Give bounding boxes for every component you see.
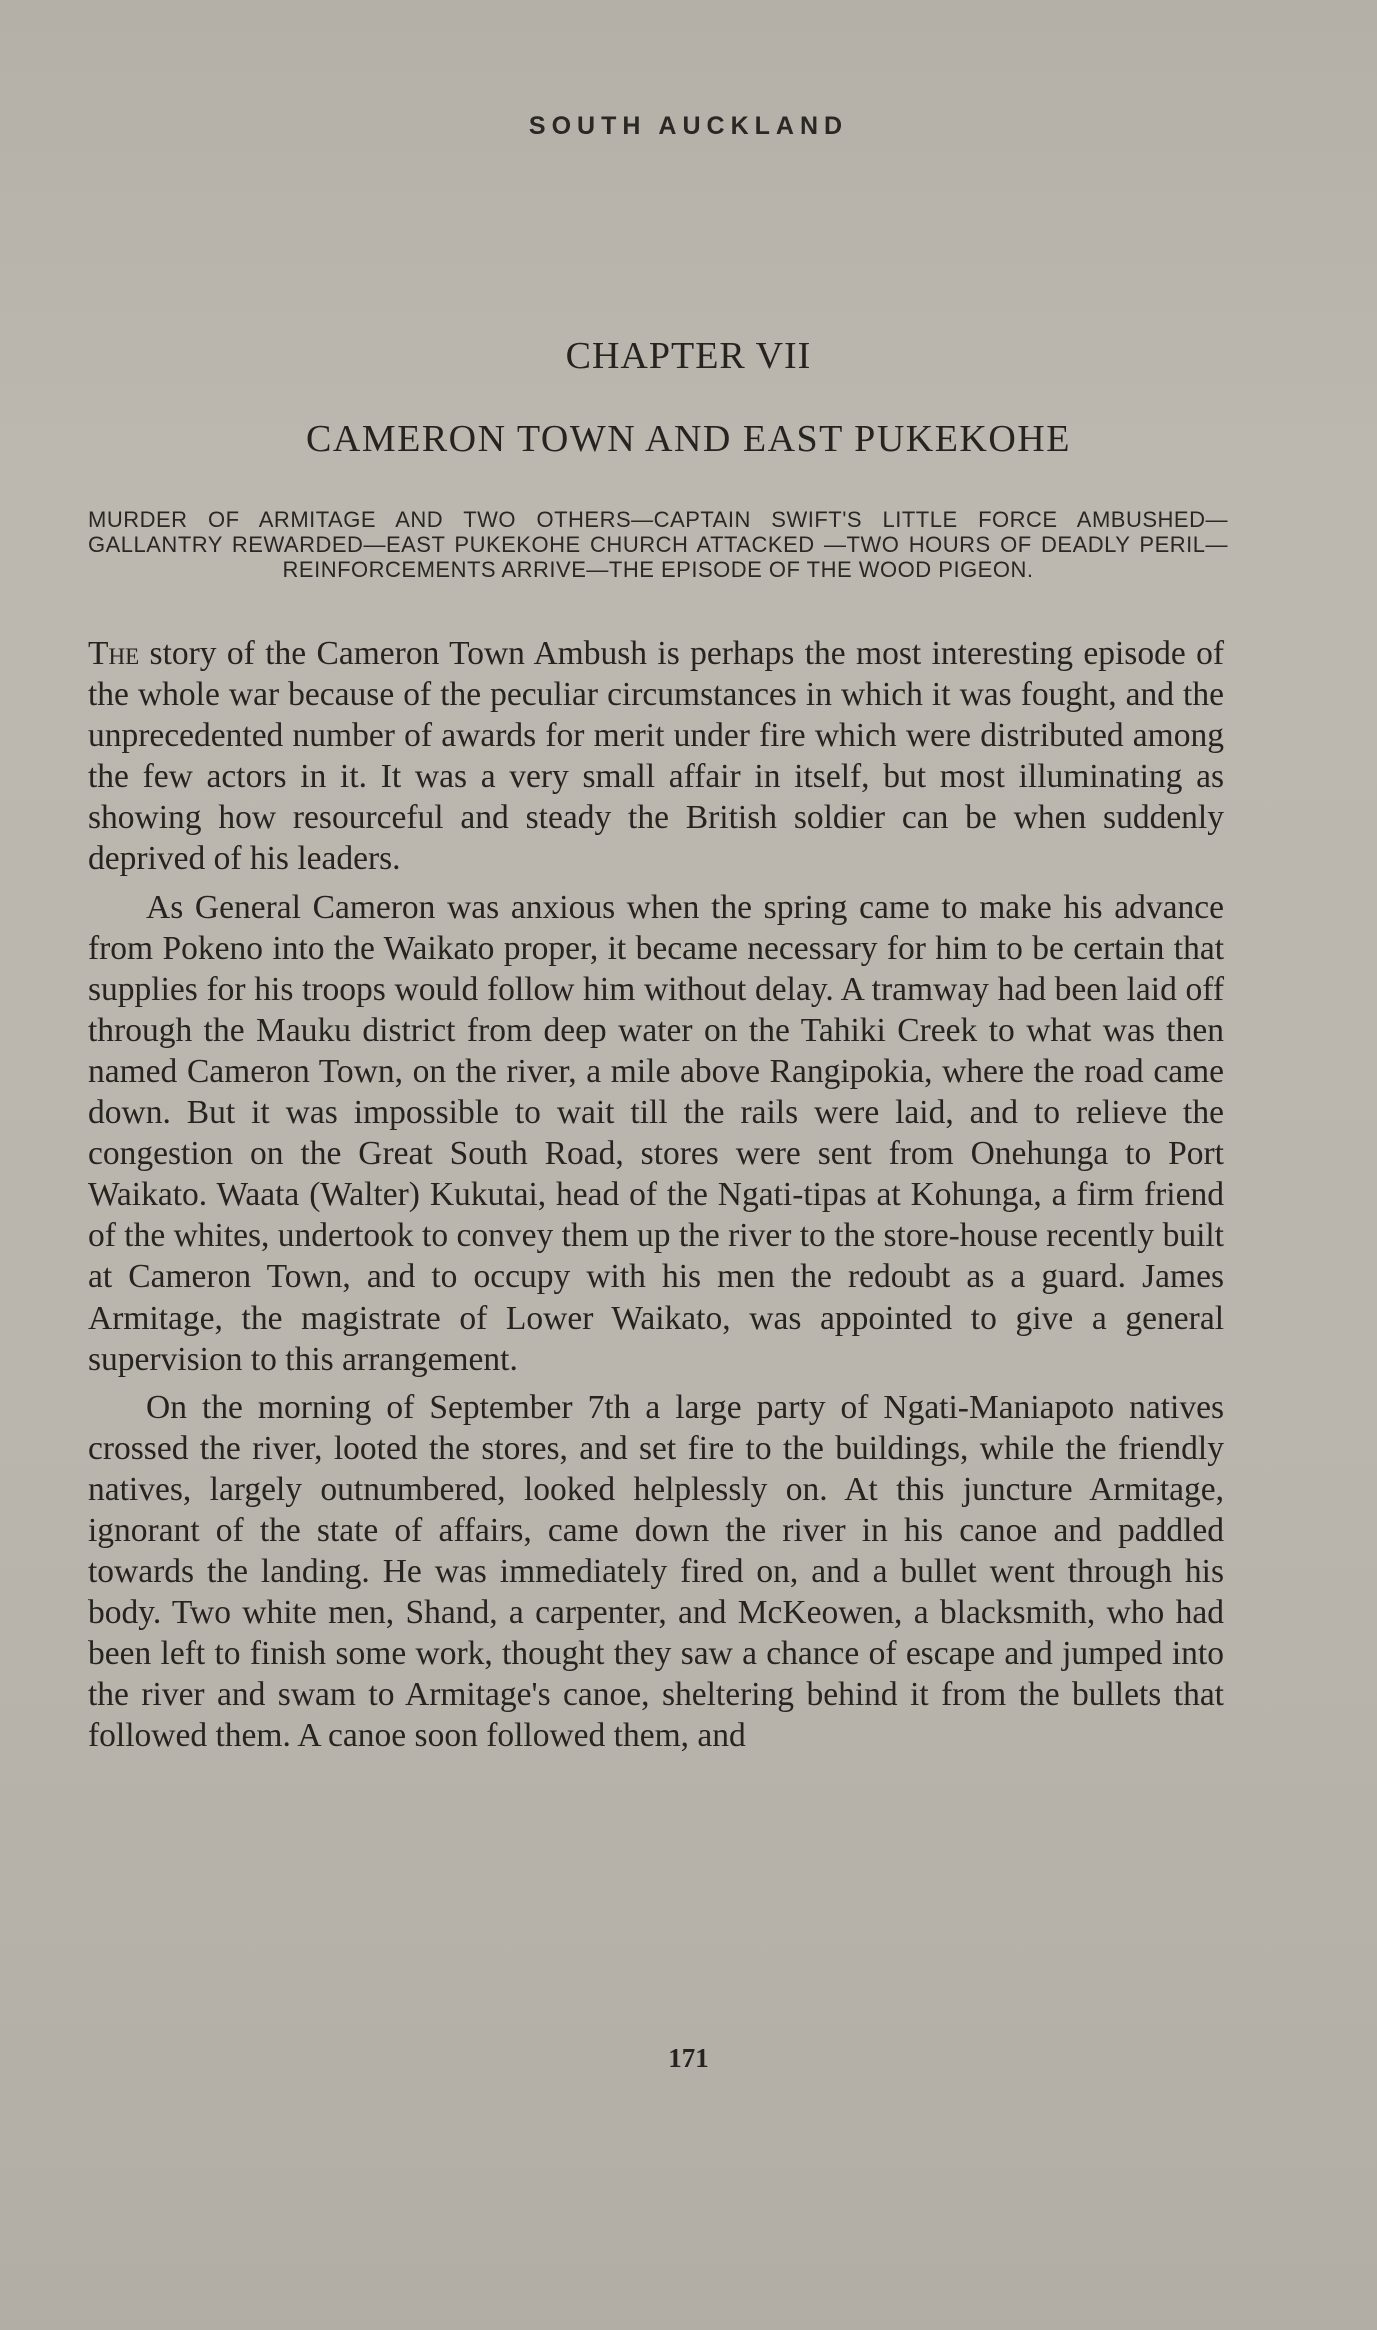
paragraph-3: On the morning of September 7th a large party of Ngati-Maniapoto natives crossed the river, looted the stores, and set fire to the buildings, while the friendly natives, largely outnumbered, looked helplessly on. At this juncture Armitage, ignorant of the state of affairs, came down the river in his canoe and paddled towards the landing. He was immediately fired on, and a bullet went through his body. Two white men, Shand, a carpenter, and McKeowen, a blacksmith, who had been left to finish some work, thought they saw a chance of escape and jumped into the river and swam to Armitage's canoe, sheltering behind it from the bullets that followed them. A canoe soon followed them, and bbox=[88, 1388, 1224, 1755]
paragraph-2: As General Cameron was anxious when the spring came to make his advance from Pokeno into the Waikato proper, it became necessary for him to be certain that supplies for his troops would follow him without delay. A tramway had been laid off through the Mauku district from deep water on the Tahiki Creek to what was then named Cameron Town, on the river, a mile above Rangipokia, where the road came down. But it was impossible to wait till the rails were laid, and to relieve the congestion on the Great South Road, stores were sent from Onehunga to Port Waikato. Waata (Walter) Kukutai, head of the Ngati-tipas at Kohunga, a firm friend of the whites, undertook to convey them up the river to the store-house recently built at Cameron Town, and to occupy with his men the redoubt as a guard. James Armitage, the magistrate of Lower Waikato, was appointed to give a general supervision to this arrangement. bbox=[88, 888, 1224, 1378]
paragraph-1-text: story of the Cameron Town Ambush is perhaps the most interesting episode of the whole war because of the peculiar circumstances in which it was fought, and the unprecedented number of awards for merit under fire which were distributed among the few actors in it. It was a very small affair in itself, but most illuminating as showing how resourceful and steady the British soldier can be when suddenly deprived of his leaders. bbox=[88, 635, 1225, 878]
page-number: 171 bbox=[668, 2043, 709, 2073]
paragraph-lead-word: The bbox=[88, 635, 140, 672]
paragraph-1 bbox=[88, 633, 1224, 880]
running-head: SOUTH AUCKLAND bbox=[528, 112, 849, 140]
chapter-number: CHAPTER VII bbox=[565, 335, 812, 377]
body-text bbox=[88, 633, 1224, 1764]
chapter-title: CAMERON TOWN AND EAST PUKEKOHE bbox=[306, 418, 1071, 460]
chapter-synopsis: MURDER OF ARMITAGE AND TWO OTHERS—CAPTAIN SWIFT'S LITTLE FORCE AMBUSHED—GALLANTRY REWARDED—EAST PUKEKOHE CHURCH ATTACKED —TWO HOURS OF DEADLY PERIL—REINFORCEMENTS ARRIVE—THE EPISODE OF THE WOOD PIGEON. bbox=[88, 507, 1228, 582]
